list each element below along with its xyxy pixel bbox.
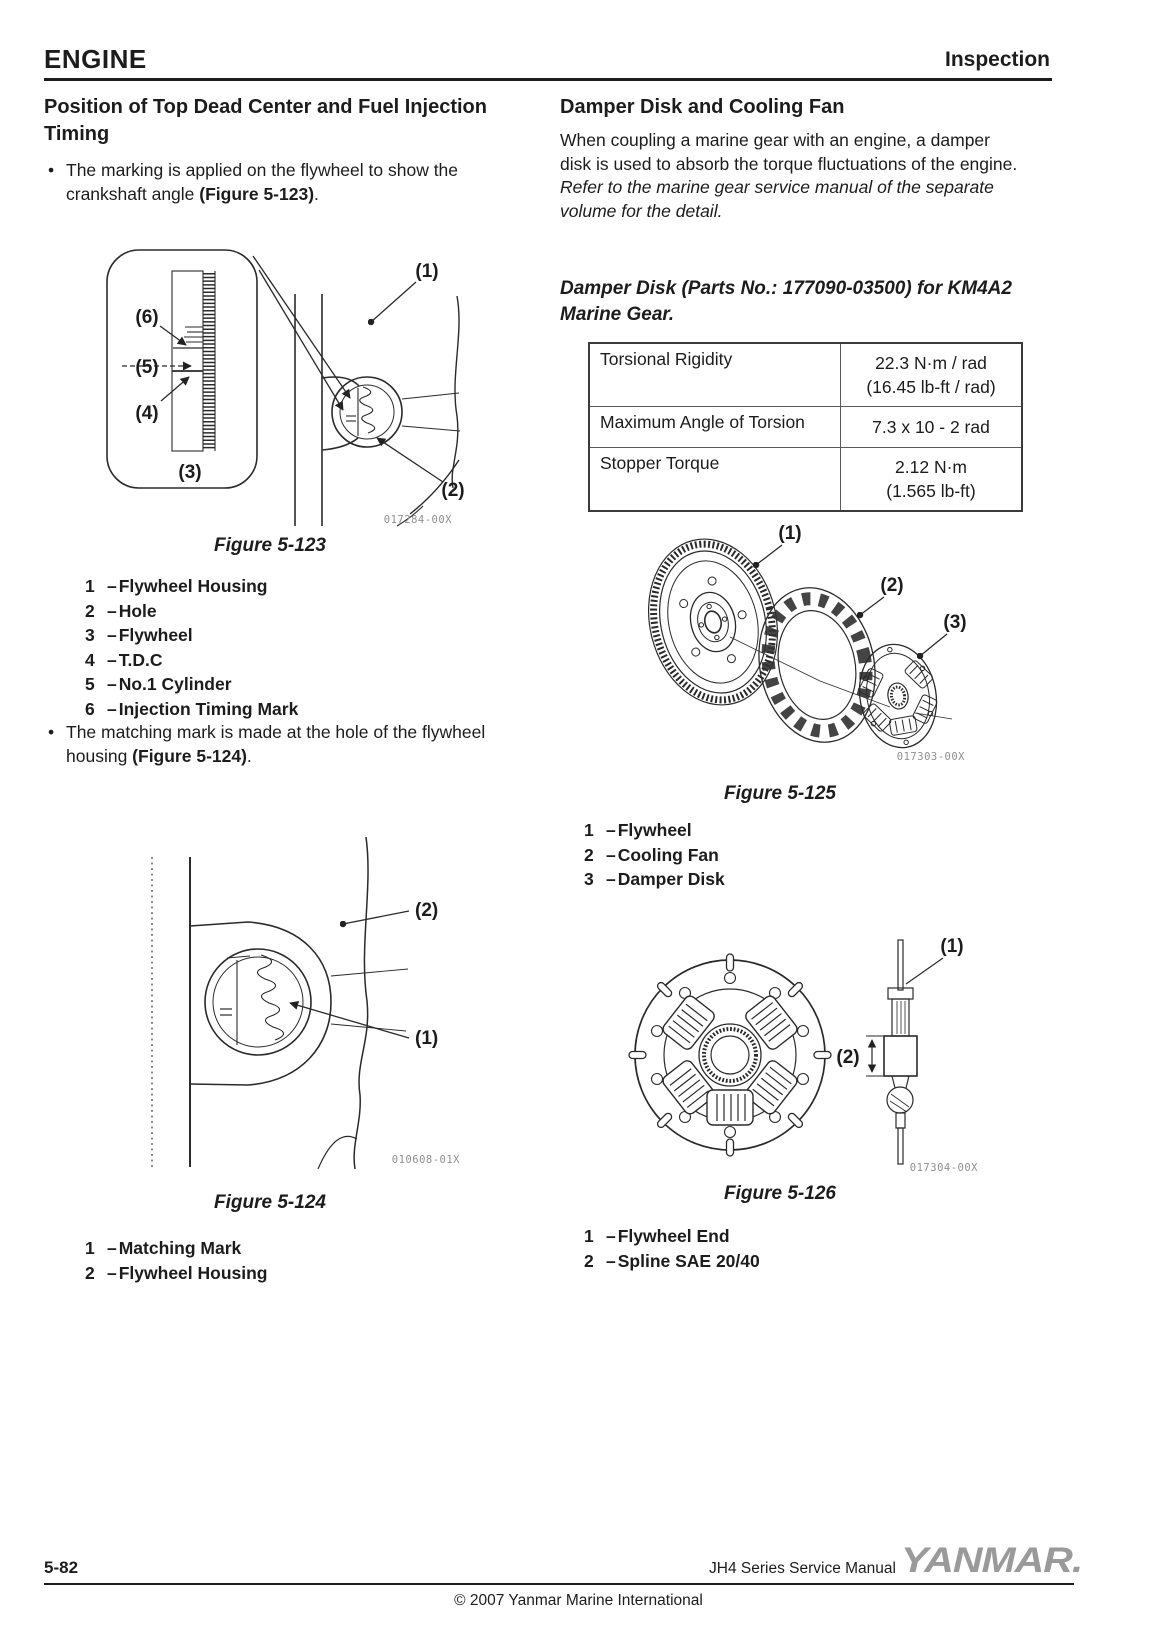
figure-5-126-caption: Figure 5-126 [724,1183,836,1204]
figure-code: 017303-00X [896,751,965,763]
figure-5-123-legend [85,574,298,721]
damper-paragraph: When coupling a marine gear with an engine, a damper disk is used to absorb the torque fluctuations of the engine. Refer to the marine gear service manual of the separate volume for the detail. [560,130,1018,221]
legend-item: 2 – Hole [85,600,157,621]
callout-label: (6) [135,307,159,328]
spec-label: Maximum Angle of Torsion [589,407,841,448]
callout-label: (2) [836,1047,860,1068]
yanmar-logo: YANMAR. [901,1540,1083,1580]
header-rule [44,78,1052,81]
figure-code: 017304-00X [909,1162,978,1174]
table-row [589,407,1022,448]
callout-label: (3) [943,612,967,633]
legend-item: 2 – Flywheel Housing [85,1262,268,1283]
figure-5-124-diagram [60,795,480,1173]
legend-item: 3 – Flywheel [85,625,193,645]
callout-label: (3) [178,462,202,483]
manual-title: JH4 Series Service Manual [709,1560,896,1577]
spec-value: 2.12 N·m (1.565 lb-ft) [841,448,1023,512]
callout-label: (1) [778,523,802,544]
figure-5-124-caption: Figure 5-124 [214,1192,326,1213]
right-section-title: Damper Disk and Cooling Fan [560,96,845,118]
legend-item: 1 – Flywheel [584,820,692,840]
figure-5-126-legend [584,1224,760,1273]
spec-label: Stopper Torque [589,448,841,512]
copyright-line: © 2007 Yanmar Marine International [454,1592,703,1609]
figure-5-125-diagram [560,495,1030,783]
figure-5-125-legend [584,818,725,892]
figure-5-123-caption: Figure 5-123 [214,535,326,556]
spec-value: 22.3 N·m / rad (16.45 lb-ft / rad) [841,343,1023,407]
bullet-glyph: • [48,722,55,742]
legend-item: 5 – No.1 Cylinder [85,674,232,694]
page-header-subsection: Inspection [944,48,1050,71]
legend-item: 6 – Injection Timing Mark [85,698,299,719]
legend-item: 3 – Damper Disk [584,869,725,889]
callout-label: (2) [415,900,439,921]
legend-item: 1 – Matching Mark [85,1238,242,1258]
callout-label: (2) [880,575,904,596]
bullet-text: The marking is applied on the flywheel to show the crankshaft angle (Figure 5-123). [66,160,459,204]
spec-label: Torsional Rigidity [589,343,841,407]
figure-5-123-diagram [60,230,480,532]
spec-value: 7.3 x 10 - 2 rad [841,407,1023,448]
damper-spec-table [588,342,1023,512]
callout-label: (1) [415,1028,439,1049]
bullet-glyph: • [48,160,55,180]
page-number: 5-82 [44,1558,79,1577]
callout-label: (5) [135,357,159,378]
left-section-title: Position of Top Dead Center and Fuel Injection Timing [44,96,487,145]
callout-label: (1) [415,261,439,282]
damper-subheading: Damper Disk (Parts No.: 177090-03500) for KM4A2 Marine Gear. [560,278,1012,325]
bullet-item-timing-mark [48,158,496,206]
figure-5-125-caption: Figure 5-125 [724,783,836,804]
figure-5-124-legend [85,1236,268,1285]
figure-code: 017284-00X [383,514,452,526]
legend-item: 2 – Cooling Fan [584,844,719,865]
bullet-item-matching-mark [48,720,496,768]
figure-code: 010608-01X [391,1154,460,1166]
bullet-text: The matching mark is made at the hole of the flywheel housing (Figure 5-124). [66,722,486,766]
callout-label: (2) [441,480,465,501]
callout-label: (1) [940,936,964,957]
table-row [589,343,1022,407]
legend-item: 1 – Flywheel Housing [85,576,268,596]
legend-item: 1 – Flywheel End [584,1226,730,1246]
footer-rule [44,1583,1074,1585]
callout-label: (4) [135,403,159,424]
legend-item: 2 – Spline SAE 20/40 [584,1250,760,1271]
page-header-section: ENGINE [44,44,147,74]
legend-item: 4 – T.D.C [85,649,163,670]
